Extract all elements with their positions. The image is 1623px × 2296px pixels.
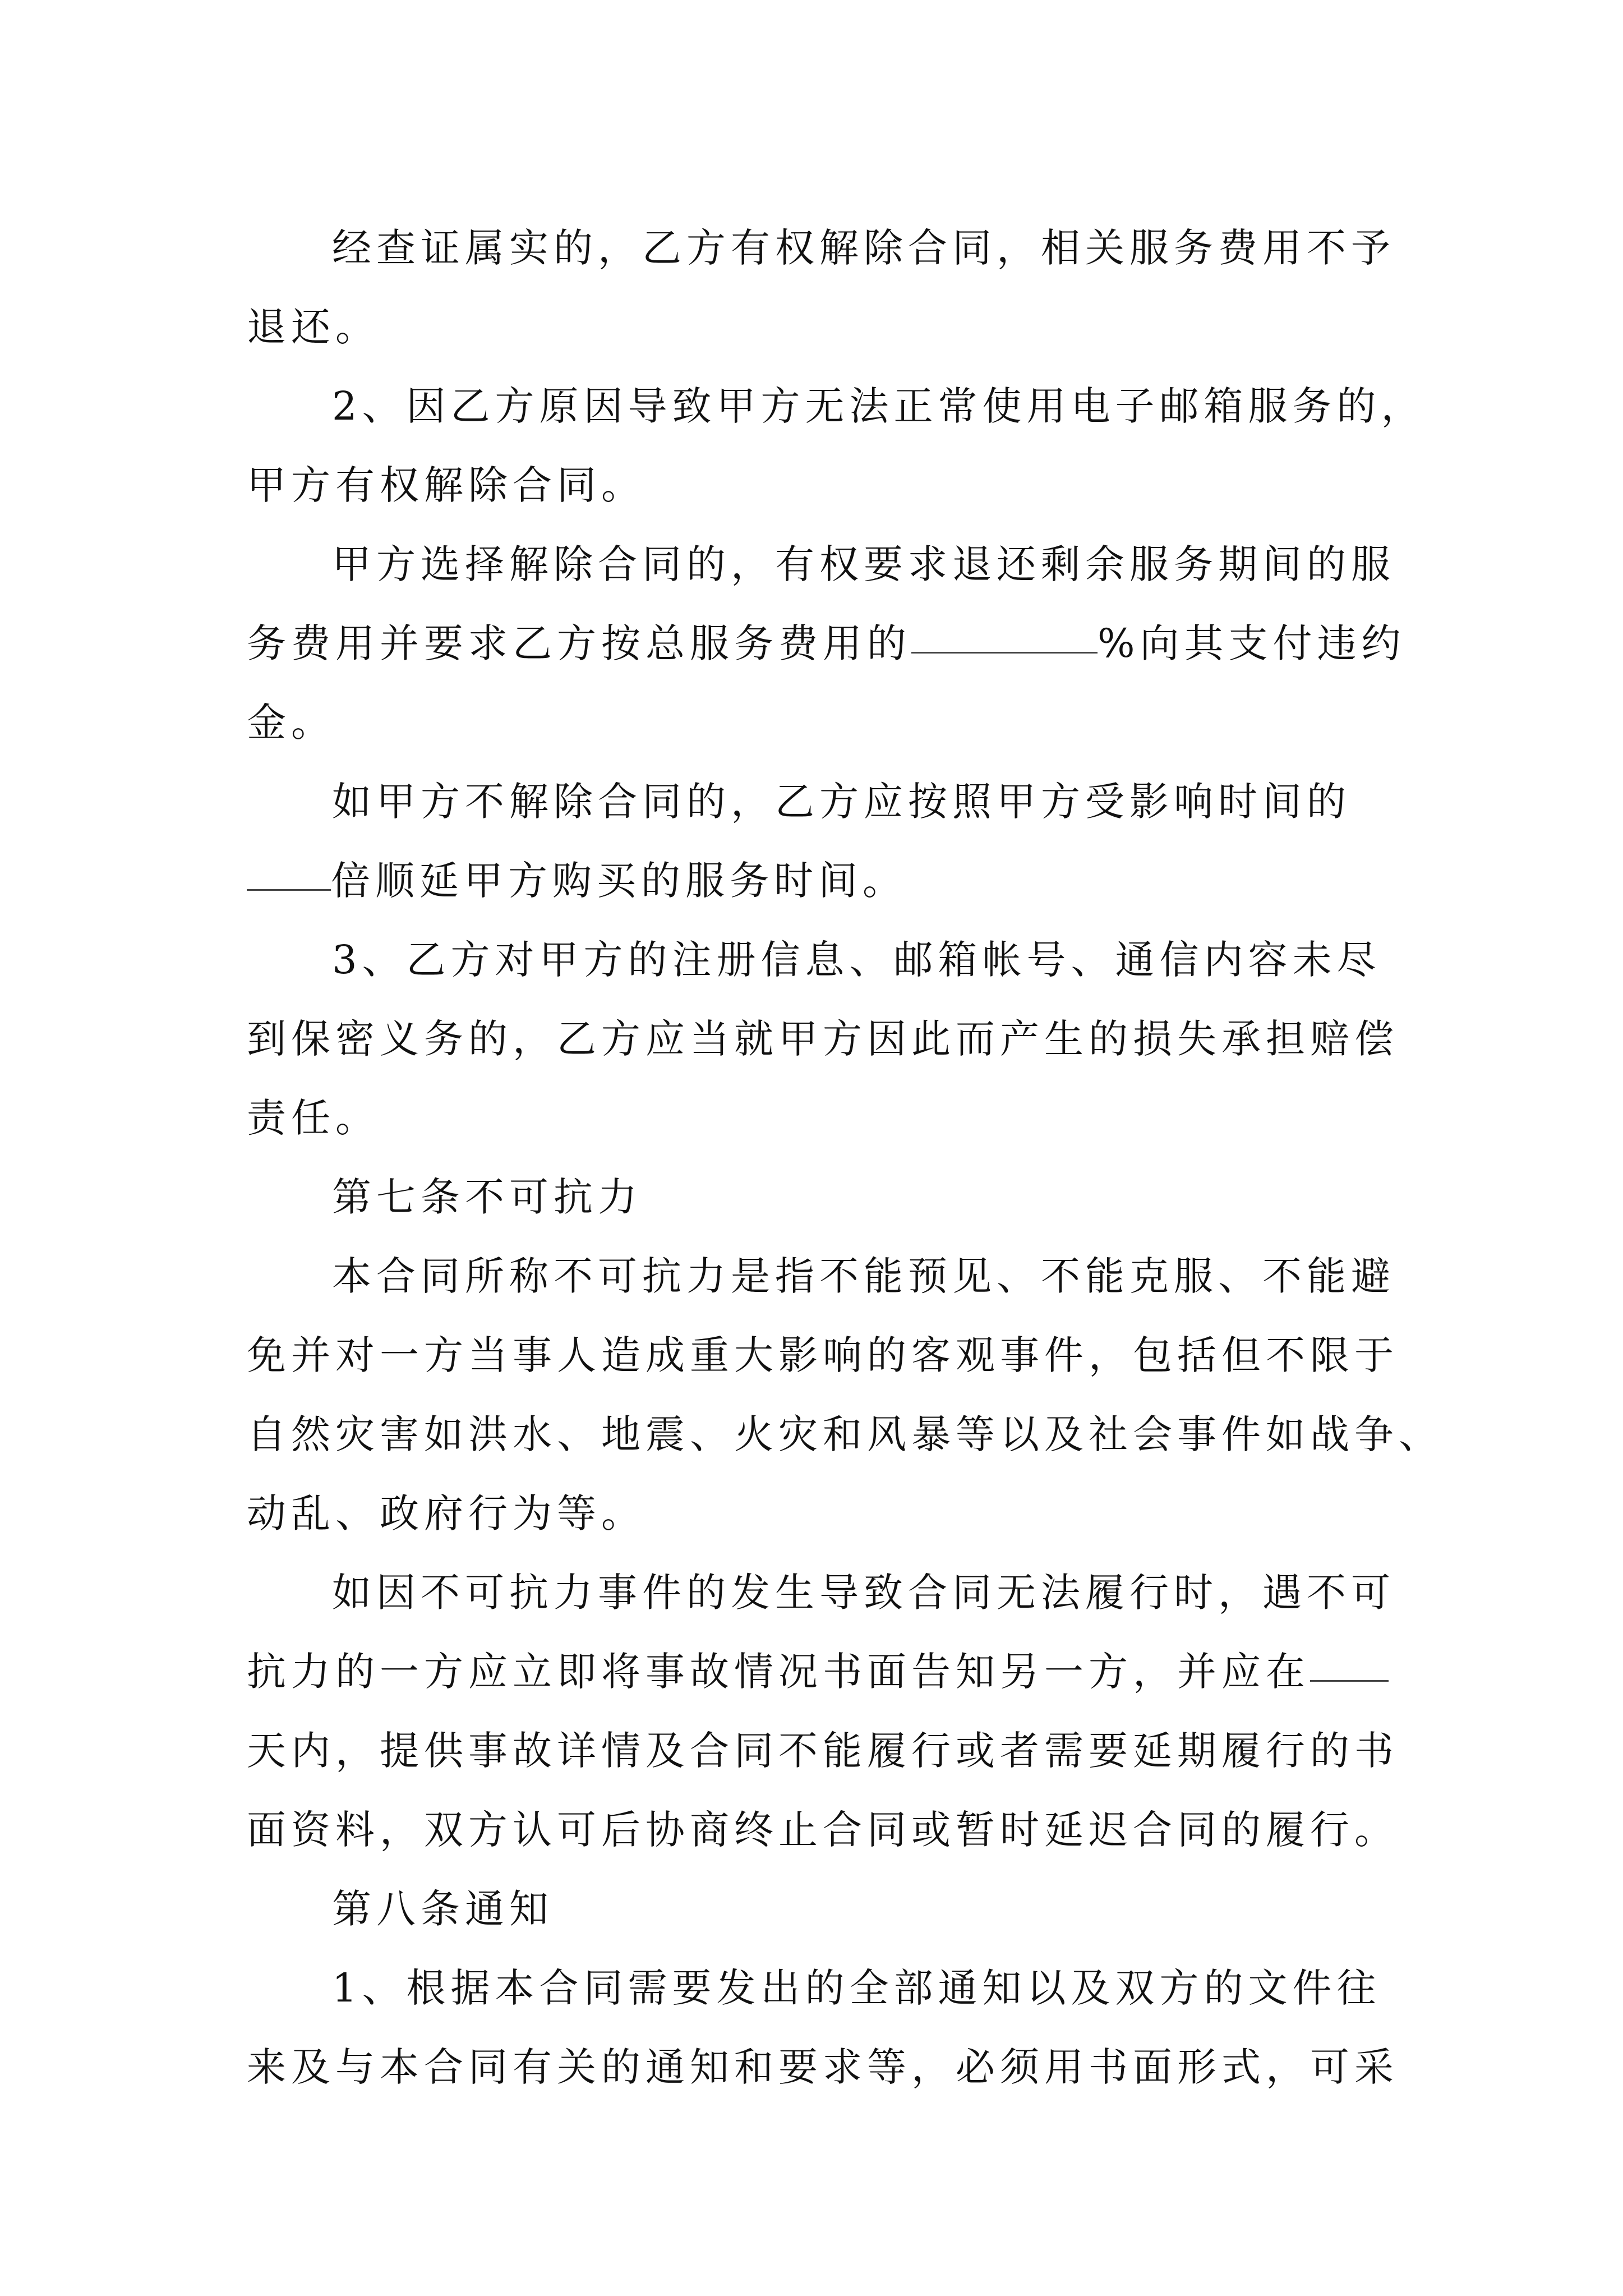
text-line: 1、根据本合同需要发出的全部通知以及双方的文件往: [332, 1965, 1381, 2011]
text-line: 责任。: [247, 1095, 380, 1141]
paragraph-force-majeure-definition: [247, 1237, 1443, 1553]
text-line: [247, 604, 1406, 683]
text-line: 退还。: [247, 304, 380, 350]
fill-in-blank-percent[interactable]: [911, 620, 1098, 654]
text-line: [247, 1632, 1396, 1711]
text-line: 天内，提供事故详情及合同不能履行或者需要延期履行的书: [247, 1728, 1399, 1774]
text-segment: 倍顺延甲方购买的服务时间。: [331, 858, 907, 904]
text-line: 动乱、政府行为等。: [247, 1490, 645, 1536]
fill-in-blank-multiplier[interactable]: [247, 858, 331, 891]
text-line: 甲方选择解除合同的，有权要求退还剩余服务期间的服: [332, 541, 1395, 587]
text-line: 经查证属实的，乙方有权解除合同，相关服务费用不予: [332, 225, 1395, 271]
section-heading-article-7: [247, 1158, 1396, 1237]
fill-in-blank-days[interactable]: [1310, 1649, 1389, 1682]
paragraph-notice-clause-1: [247, 1949, 1399, 2107]
text-line: 第七条不可抗力: [332, 1174, 642, 1220]
text-segment: 抗力的一方应立即将事故情况书面告知另一方，并应在: [247, 1649, 1310, 1695]
text-line: 第八条通知: [332, 1886, 554, 1932]
paragraph-service-extension: [247, 762, 1396, 921]
document-body: [247, 209, 1443, 2107]
text-line: 到保密义务的，乙方应当就甲方因此而产生的损失承担赔偿: [247, 1016, 1399, 1062]
text-line: 本合同所称不可抗力是指不能预见、不能克服、不能避: [332, 1253, 1395, 1299]
paragraph-verified-termination: [247, 209, 1396, 367]
paragraph-clause-2: [247, 367, 1426, 525]
section-heading-article-8: [247, 1870, 1396, 1949]
text-line: 免并对一方当事人造成重大影响的客观事件，包括但不限于: [247, 1332, 1399, 1378]
text-line: 自然灾害如洪水、地震、火灾和风暴等以及社会事件如战争、: [247, 1411, 1443, 1457]
paragraph-clause-3: [247, 921, 1399, 1158]
paragraph-force-majeure-notice: [247, 1553, 1399, 1870]
text-line: 如甲方不解除合同的，乙方应按照甲方受影响时间的: [332, 779, 1351, 825]
text-segment: 务费用并要求乙方按总服务费用的: [247, 620, 911, 666]
text-line: 2、因乙方原因导致甲方无法正常使用电子邮箱服务的，: [332, 383, 1426, 429]
text-line: 甲方有权解除合同。: [247, 462, 645, 508]
paragraph-termination-refund: [247, 525, 1406, 762]
text-line: 如因不可抗力事件的发生导致合同无法履行时，遇不可: [332, 1570, 1395, 1616]
text-line: 金。: [247, 700, 335, 746]
text-line: 3、乙方对甲方的注册信息、邮箱帐号、通信内容未尽: [332, 937, 1381, 983]
text-line: 面资料，双方认可后协商终止合同或暂时延迟合同的履行。: [247, 1807, 1399, 1853]
text-line: [247, 841, 1396, 921]
text-segment: %向其支付违约: [1098, 620, 1406, 666]
text-line: 来及与本合同有关的通知和要求等，必须用书面形式，可采: [247, 2044, 1399, 2090]
